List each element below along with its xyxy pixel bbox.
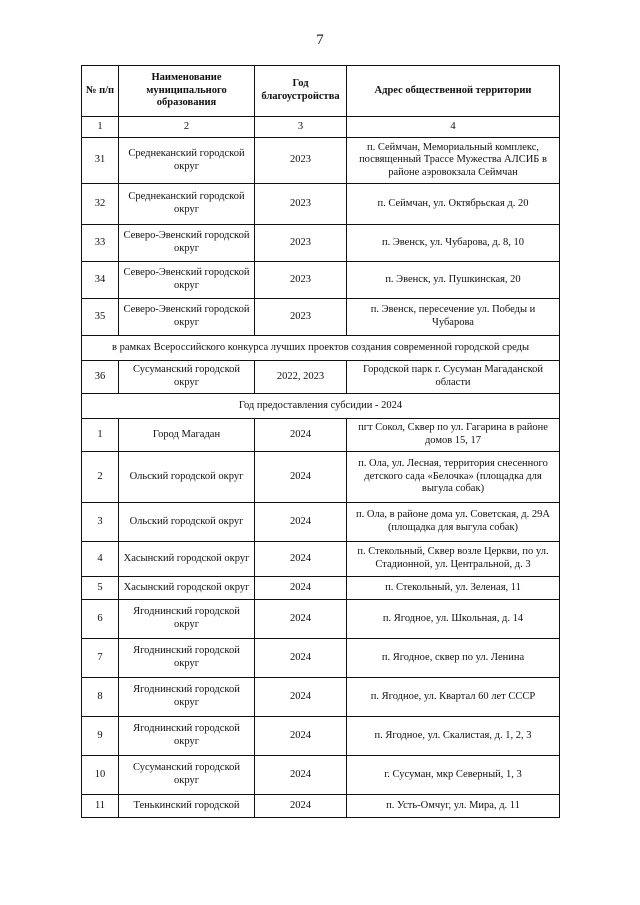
row-number: 3 bbox=[82, 503, 119, 542]
row-number: 32 bbox=[82, 184, 119, 225]
column-number: 3 bbox=[255, 117, 347, 138]
row-address: п. Ола, в районе дома ул. Советская, д. 29А (площадка для выгула собак) bbox=[347, 503, 560, 542]
row-address: г. Сусуман, мкр Северный, 1, 3 bbox=[347, 756, 560, 795]
row-municipality: Город Магадан bbox=[119, 419, 255, 452]
row-year: 2024 bbox=[255, 639, 347, 678]
section-row bbox=[82, 394, 560, 419]
table-row bbox=[82, 503, 560, 542]
table-row bbox=[82, 756, 560, 795]
table-row bbox=[82, 299, 560, 336]
column-number: 4 bbox=[347, 117, 560, 138]
row-number: 5 bbox=[82, 577, 119, 600]
page-number: 7 bbox=[316, 32, 324, 48]
section-contest-heading: в рамках Всероссийского конкурса лучших проектов создания современной городской среды bbox=[82, 336, 560, 361]
row-municipality: Сусуманский городской округ bbox=[119, 756, 255, 795]
row-address: Городской парк г. Сусуман Магаданской области bbox=[347, 361, 560, 394]
header-address: Адрес общественной территории bbox=[347, 66, 560, 117]
table-row bbox=[82, 717, 560, 756]
row-municipality: Ягоднинский городской округ bbox=[119, 678, 255, 717]
row-address: п. Эвенск, пересечение ул. Победы и Чубарова bbox=[347, 299, 560, 336]
row-year: 2022, 2023 bbox=[255, 361, 347, 394]
row-municipality: Ягоднинский городской округ bbox=[119, 639, 255, 678]
row-address: п. Ягодное, ул. Скалистая, д. 1, 2, 3 bbox=[347, 717, 560, 756]
column-number: 1 bbox=[82, 117, 119, 138]
row-municipality: Северо-Эвенский городской округ bbox=[119, 299, 255, 336]
row-year: 2023 bbox=[255, 225, 347, 262]
row-address: п. Ола, ул. Лесная, территория снесенного детского сада «Белочка» (площадка для выгула собак) bbox=[347, 452, 560, 503]
table-row bbox=[82, 678, 560, 717]
column-numbers-row bbox=[82, 117, 560, 138]
row-number: 9 bbox=[82, 717, 119, 756]
table-row bbox=[82, 600, 560, 639]
territories-table bbox=[81, 65, 560, 818]
row-address: п. Ягодное, сквер по ул. Ленина bbox=[347, 639, 560, 678]
row-municipality: Ягоднинский городской округ bbox=[119, 717, 255, 756]
row-address: п. Усть-Омчуг, ул. Мира, д. 11 bbox=[347, 795, 560, 818]
row-municipality: Тенькинский городской bbox=[119, 795, 255, 818]
row-address: п. Эвенск, ул. Пушкинская, 20 bbox=[347, 262, 560, 299]
row-year: 2023 bbox=[255, 299, 347, 336]
row-year: 2024 bbox=[255, 452, 347, 503]
row-municipality: Ольский городской округ bbox=[119, 452, 255, 503]
table-row bbox=[82, 225, 560, 262]
row-address: пгт Сокол, Сквер по ул. Гагарина в районе домов 15, 17 bbox=[347, 419, 560, 452]
row-municipality: Сусуманский городской округ bbox=[119, 361, 255, 394]
table-row bbox=[82, 542, 560, 577]
row-year: 2023 bbox=[255, 138, 347, 184]
row-municipality: Хасынский городской округ bbox=[119, 577, 255, 600]
row-number: 2 bbox=[82, 452, 119, 503]
table-header-row bbox=[82, 66, 560, 117]
table-row bbox=[82, 184, 560, 225]
section-2024-heading: Год предоставления субсидии - 2024 bbox=[82, 394, 560, 419]
row-year: 2024 bbox=[255, 419, 347, 452]
header-year: Год благоустройства bbox=[255, 66, 347, 117]
row-municipality: Ягоднинский городской округ bbox=[119, 600, 255, 639]
section-row bbox=[82, 336, 560, 361]
table-row bbox=[82, 795, 560, 818]
row-year: 2024 bbox=[255, 542, 347, 577]
row-address: п. Эвенск, ул. Чубарова, д. 8, 10 bbox=[347, 225, 560, 262]
column-number: 2 bbox=[119, 117, 255, 138]
header-municipality: Наименование муниципального образования bbox=[119, 66, 255, 117]
row-year: 2023 bbox=[255, 262, 347, 299]
row-municipality: Северо-Эвенский городской округ bbox=[119, 225, 255, 262]
row-municipality: Хасынский городской округ bbox=[119, 542, 255, 577]
row-address: п. Стекольный, ул. Зеленая, 11 bbox=[347, 577, 560, 600]
row-address: п. Сеймчан, Мемориальный комплекс, посвященный Трассе Мужества АЛСИБ в районе аэровокзала Сеймчан bbox=[347, 138, 560, 184]
row-address: п. Ягодное, ул. Школьная, д. 14 bbox=[347, 600, 560, 639]
table-row bbox=[82, 361, 560, 394]
row-number: 7 bbox=[82, 639, 119, 678]
row-number: 34 bbox=[82, 262, 119, 299]
table-row bbox=[82, 138, 560, 184]
table-row bbox=[82, 452, 560, 503]
row-municipality: Ольский городской округ bbox=[119, 503, 255, 542]
table-row bbox=[82, 419, 560, 452]
row-number: 11 bbox=[82, 795, 119, 818]
table-row bbox=[82, 262, 560, 299]
row-number: 1 bbox=[82, 419, 119, 452]
row-number: 33 bbox=[82, 225, 119, 262]
row-number: 31 bbox=[82, 138, 119, 184]
row-municipality: Среднеканский городской округ bbox=[119, 138, 255, 184]
row-address: п. Стекольный, Сквер возле Церкви, по ул. Стадионной, ул. Центральной, д. 3 bbox=[347, 542, 560, 577]
row-year: 2024 bbox=[255, 600, 347, 639]
row-year: 2024 bbox=[255, 756, 347, 795]
row-address: п. Сеймчан, ул. Октябрьская д. 20 bbox=[347, 184, 560, 225]
table-row bbox=[82, 577, 560, 600]
row-year: 2024 bbox=[255, 678, 347, 717]
row-number: 8 bbox=[82, 678, 119, 717]
row-year: 2024 bbox=[255, 717, 347, 756]
row-municipality: Северо-Эвенский городской округ bbox=[119, 262, 255, 299]
row-number: 35 bbox=[82, 299, 119, 336]
row-year: 2024 bbox=[255, 503, 347, 542]
row-year: 2024 bbox=[255, 795, 347, 818]
row-address: п. Ягодное, ул. Квартал 60 лет СССР bbox=[347, 678, 560, 717]
row-number: 6 bbox=[82, 600, 119, 639]
row-number: 36 bbox=[82, 361, 119, 394]
row-municipality: Среднеканский городской округ bbox=[119, 184, 255, 225]
row-number: 10 bbox=[82, 756, 119, 795]
header-number: № п/п bbox=[82, 66, 119, 117]
row-year: 2023 bbox=[255, 184, 347, 225]
row-year: 2024 bbox=[255, 577, 347, 600]
table-row bbox=[82, 639, 560, 678]
row-number: 4 bbox=[82, 542, 119, 577]
